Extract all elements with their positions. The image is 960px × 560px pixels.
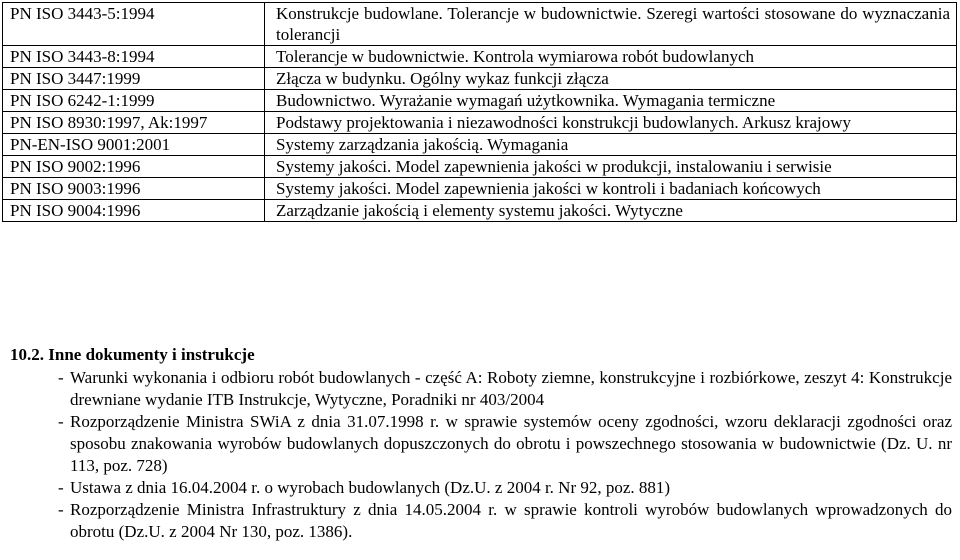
list-item-text: Warunki wykonania i odbioru robót budowlanych - część A: Roboty ziemne, konstrukcyjne i rozbiórkowe, zeszyt 4: Konstrukcje drewniane wydanie ITB Instrukcje, Wytyczne, Poradniki nr 403/2004	[70, 368, 952, 409]
table-row	[3, 134, 957, 156]
standard-code: PN ISO 3443-5:1994	[3, 3, 265, 46]
bullet-dash: -	[58, 412, 64, 431]
bullet-dash: -	[58, 368, 64, 387]
list-item-text: Rozporządzenie Ministra Infrastruktury z dnia 14.05.2004 r. w sprawie kontroli wyrobów budowlanych wprowadzonych do obrotu (Dz.U. z 2004 Nr 130, poz. 1386).	[70, 500, 952, 541]
section-heading: 10.2. Inne dokumenty i instrukcje	[10, 345, 255, 364]
standard-code: PN ISO 8930:1997, Ak:1997	[3, 112, 265, 134]
standard-code: PN ISO 3447:1999	[3, 68, 265, 90]
bullet-dash: -	[58, 478, 64, 497]
standard-description: Systemy jakości. Model zapewnienia jakości w kontroli i badaniach końcowych	[265, 178, 957, 200]
standard-description: Konstrukcje budowlane. Tolerancje w budownictwie. Szeregi wartości stosowane do wyznaczania tolerancji	[265, 3, 957, 46]
other-documents-section	[10, 344, 952, 543]
list-item	[10, 499, 952, 543]
list-item	[10, 411, 952, 477]
standard-description: Zarządzanie jakością i elementy systemu jakości. Wytyczne	[265, 200, 957, 222]
standard-code: PN ISO 9003:1996	[3, 178, 265, 200]
table-row	[3, 68, 957, 90]
standard-description: Złącza w budynku. Ogólny wykaz funkcji złącza	[265, 68, 957, 90]
standard-description: Systemy jakości. Model zapewnienia jakości w produkcji, instalowaniu i serwisie	[265, 156, 957, 178]
list-item-text: Rozporządzenie Ministra SWiA z dnia 31.07.1998 r. w sprawie systemów oceny zgodności, wzoru deklaracji zgodności oraz sposobu znakowania wyrobów budowlanych dopuszczonych do obrotu i powszechnego stosowania w budownictwie (Dz. U. nr 113, poz. 728)	[70, 412, 952, 475]
standard-description: Tolerancje w budownictwie. Kontrola wymiarowa robót budowlanych	[265, 46, 957, 68]
list-item	[10, 477, 952, 499]
standard-code: PN-EN-ISO 9001:2001	[3, 134, 265, 156]
standard-code: PN ISO 3443-8:1994	[3, 46, 265, 68]
standard-code: PN ISO 9002:1996	[3, 156, 265, 178]
standard-description: Systemy zarządzania jakością. Wymagania	[265, 134, 957, 156]
standards-table	[2, 2, 957, 222]
table-row	[3, 156, 957, 178]
table-row	[3, 112, 957, 134]
documents-list	[10, 367, 952, 543]
table-row	[3, 200, 957, 222]
table-row	[3, 3, 957, 46]
table-row	[3, 46, 957, 68]
table-row	[3, 90, 957, 112]
bullet-dash: -	[58, 500, 64, 519]
standard-code: PN ISO 6242-1:1999	[3, 90, 265, 112]
list-item	[10, 367, 952, 411]
standard-code: PN ISO 9004:1996	[3, 200, 265, 222]
list-item-text: Ustawa z dnia 16.04.2004 r. o wyrobach budowlanych (Dz.U. z 2004 r. Nr 92, poz. 881)	[70, 478, 671, 497]
standard-description: Podstawy projektowania i niezawodności konstrukcji budowlanych. Arkusz krajowy	[265, 112, 957, 134]
table-row	[3, 178, 957, 200]
standard-description: Budownictwo. Wyrażanie wymagań użytkownika. Wymagania termiczne	[265, 90, 957, 112]
